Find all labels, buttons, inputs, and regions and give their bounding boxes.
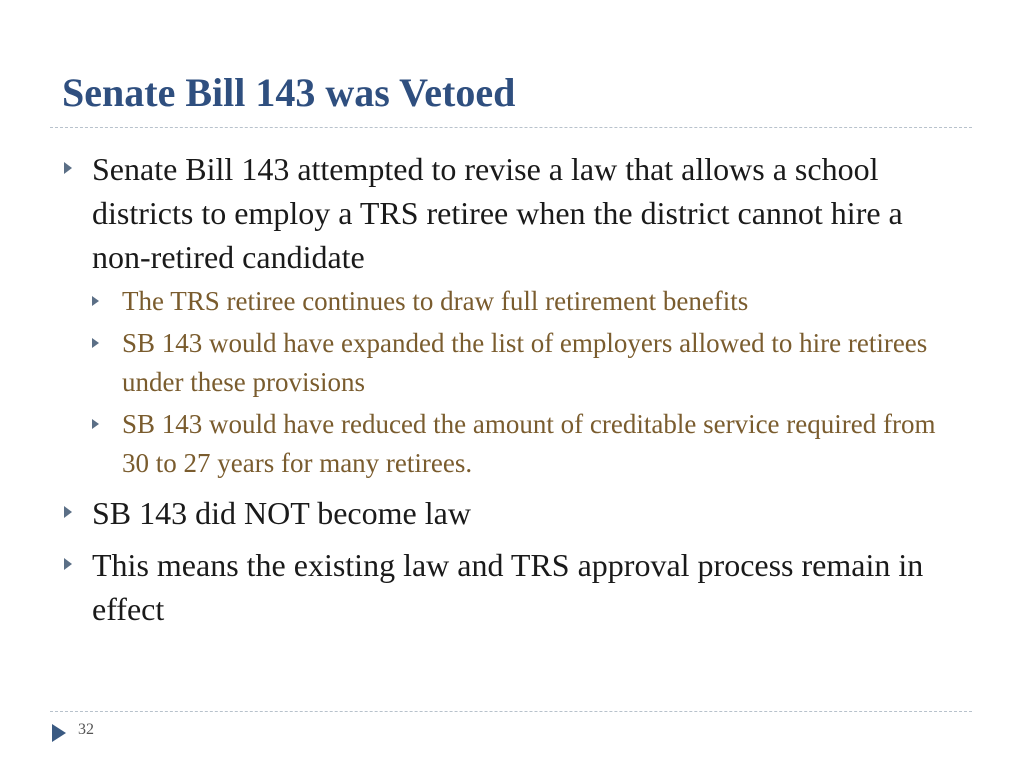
page-number: 32 bbox=[78, 721, 94, 738]
footer-divider bbox=[50, 711, 972, 712]
title-divider bbox=[50, 127, 972, 128]
sub-bullet-text: SB 143 would have reduced the amount of creditable service required from 30 to 27 years for many retirees. bbox=[122, 409, 936, 478]
sub-bullet-text: SB 143 would have expanded the list of employers allowed to hire retirees under these provisions bbox=[122, 328, 928, 397]
bullet-item bbox=[62, 543, 962, 631]
bullet-item bbox=[62, 147, 962, 483]
bullet-arrow-icon bbox=[64, 162, 72, 174]
sub-bullet-item bbox=[90, 324, 962, 402]
sub-bullet-text: The TRS retiree continues to draw full retirement benefits bbox=[122, 286, 749, 316]
page-marker-arrow-icon bbox=[52, 724, 66, 742]
sub-bullet-arrow-icon bbox=[92, 296, 99, 306]
bullet-text: SB 143 did NOT become law bbox=[92, 495, 471, 531]
sub-bullet-item bbox=[90, 282, 962, 321]
slide-title: Senate Bill 143 was Vetoed bbox=[62, 70, 516, 115]
bullet-arrow-icon bbox=[64, 558, 72, 570]
bullet-text: This means the existing law and TRS approval process remain in effect bbox=[92, 547, 924, 627]
bullet-item bbox=[62, 491, 962, 535]
sub-bullet-item bbox=[90, 405, 962, 483]
slide-body bbox=[62, 147, 962, 631]
bullet-arrow-icon bbox=[64, 506, 72, 518]
sub-bullet-arrow-icon bbox=[92, 338, 99, 348]
sub-bullet-list bbox=[92, 282, 962, 483]
sub-bullet-arrow-icon bbox=[92, 419, 99, 429]
bullet-text: Senate Bill 143 attempted to revise a law that allows a school districts to employ a TRS retiree when the district cannot hire a non-retired candidate bbox=[92, 151, 903, 275]
